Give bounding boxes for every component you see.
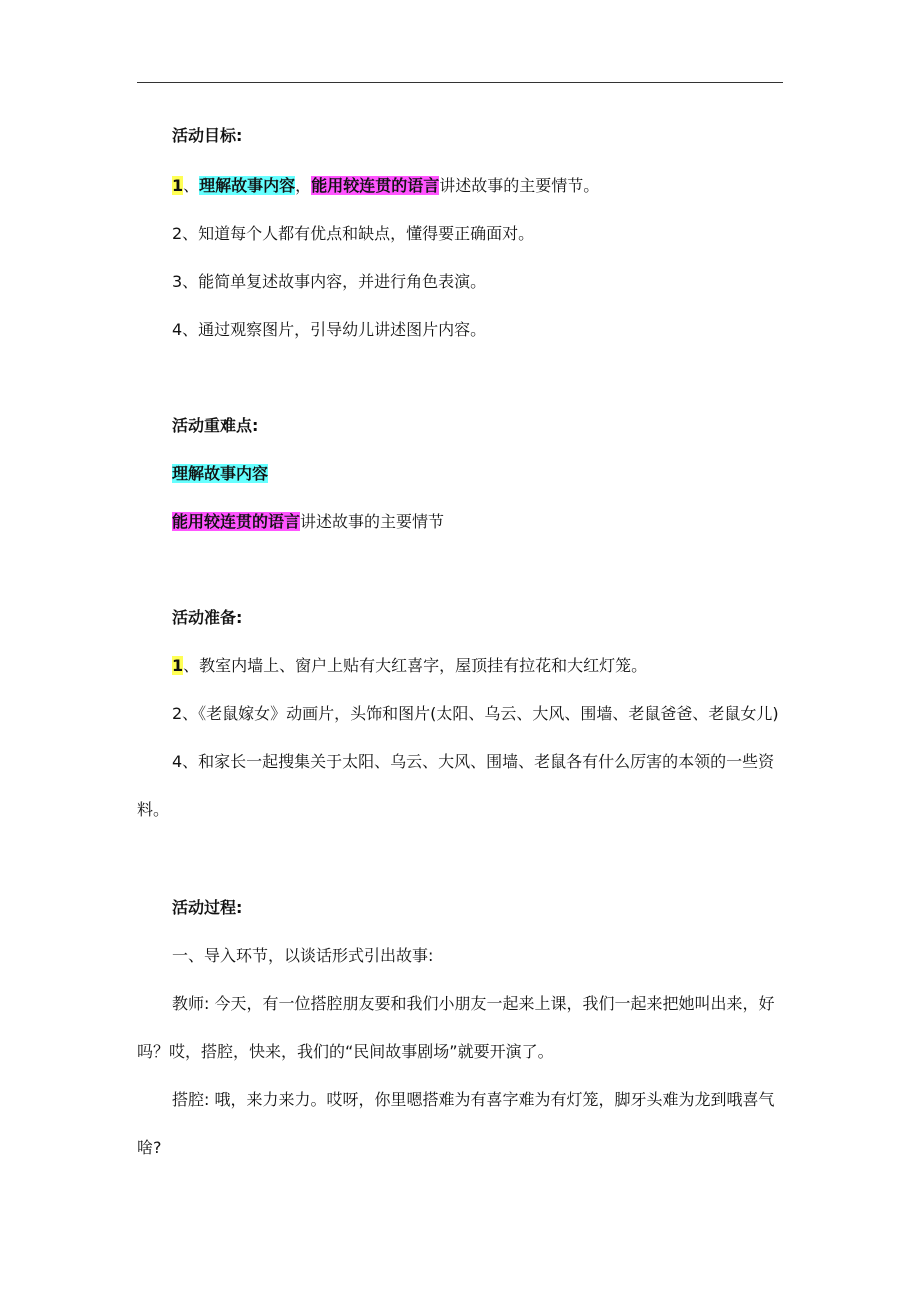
highlight-fluent-language: 能用较连贯的语言 xyxy=(172,512,301,531)
preparation-item-1-number: 1 xyxy=(172,656,184,675)
key-point-2-rest: 讲述故事的主要情节 xyxy=(300,512,445,531)
preparation-item-2: 2、《老鼠嫁女》动画片，头饰和图片(太阳、乌云、大风、围墙、老鼠爸爸、老鼠女儿) xyxy=(172,704,779,723)
process-heading: 活动过程: xyxy=(172,898,243,917)
goal-item-4: 4、通过观察图片，引导幼儿讲述图片内容。 xyxy=(172,320,487,339)
highlight-understand-story: 理解故事内容 xyxy=(199,176,296,195)
goal-item-1 xyxy=(172,174,599,198)
preparation-heading: 活动准备: xyxy=(172,608,243,627)
separator: 、 xyxy=(183,176,200,195)
preparation-item-3-continued: 料。 xyxy=(137,800,170,819)
header-rule xyxy=(137,82,783,83)
preparation-item-1 xyxy=(172,654,647,678)
preparation-item-1-rest: 、教室内墙上、窗户上贴有大红喜字，屋顶挂有拉花和大红灯笼。 xyxy=(183,656,648,675)
teacher-dialogue-continued: 吗？哎，搭腔，快来，我们的“民间故事剧场”就要开演了。 xyxy=(137,1042,554,1061)
dagiang-dialogue: 搭腔: 哦，来力来力。哎呀，你里嗯搭难为有喜字难为有灯笼，脚牙头难为龙到哦喜气 xyxy=(172,1090,775,1109)
separator: ， xyxy=(295,176,312,195)
highlight-understand-story: 理解故事内容 xyxy=(172,464,269,483)
goal-item-2: 2、知道每个人都有优点和缺点，懂得要正确面对。 xyxy=(172,224,535,243)
goal-item-3: 3、能简单复述故事内容，并进行角色表演。 xyxy=(172,272,487,291)
teacher-dialogue: 教师: 今天，有一位搭腔朋友要和我们小朋友一起来上课，我们一起来把她叫出来，好 xyxy=(172,994,775,1013)
key-point-1 xyxy=(172,462,268,486)
key-point-2 xyxy=(172,510,444,534)
highlight-fluent-language: 能用较连贯的语言 xyxy=(311,176,440,195)
process-step-1: 一、导入环节，以谈话形式引出故事: xyxy=(172,946,434,965)
key-points-heading: 活动重难点: xyxy=(172,416,259,435)
goal-item-1-rest: 讲述故事的主要情节。 xyxy=(439,176,600,195)
preparation-item-3: 4、和家长一起搜集关于太阳、乌云、大风、围墙、老鼠各有什么厉害的本领的一些资 xyxy=(172,752,775,771)
goals-heading: 活动目标: xyxy=(172,126,243,145)
goal-item-1-number: 1 xyxy=(172,176,184,195)
dagiang-dialogue-continued: 啥? xyxy=(137,1138,162,1157)
